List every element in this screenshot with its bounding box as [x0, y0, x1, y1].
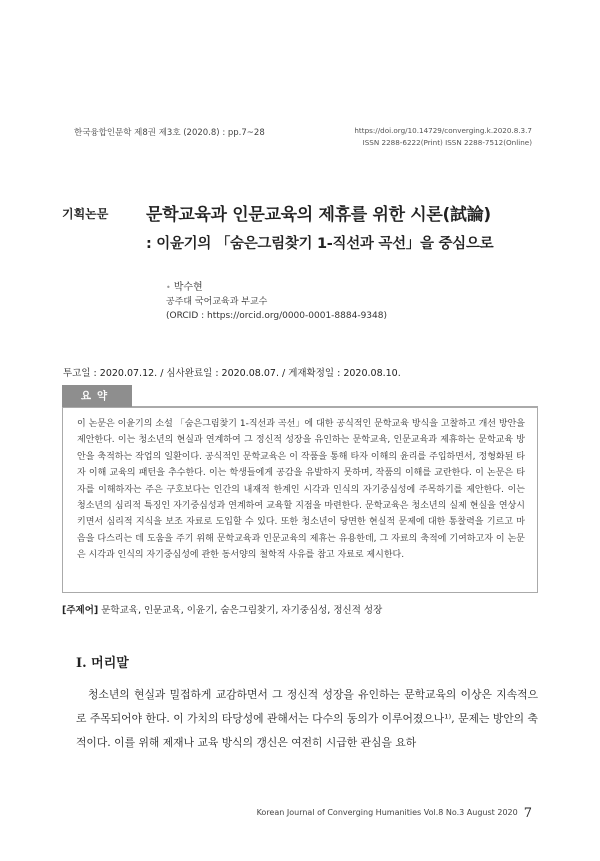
author-affiliation: 공주대 국어교육과 부교수	[166, 297, 268, 307]
bullet-icon: •	[166, 283, 171, 292]
author-orcid[interactable]: (ORCID : https://orcid.org/0000-0001-8884-9348)	[166, 311, 387, 321]
submission-dates: 투고일 : 2020.07.12. / 심사완료일 : 2020.08.07. / 게재확정일 : 2020.08.10.	[63, 368, 401, 379]
article-title: 문학교육과 인문교육의 제휴를 위한 시론(試論)	[146, 205, 491, 225]
page-number: 7	[523, 806, 532, 821]
abstract-text: 이 논문은 이윤기의 소설 「숨은그림찾기 1-직선과 곡선」에 대한 공식적인 문학교육 방식을 고찰하고 개선 방안을 제안한다. 이는 청소년의 현실과 연계하여 그 정신적 성장을 유인하는 문학교육, 인문교육과 제휴하는 문학교육 방안을 축적하는 작업의 일환이다. 공식적인 문학교육은 이 작품을 통해 타자 이해의 윤리를 주입하면서, 정형화된 타자 이해 교육의 패턴을 추수한다. 이는 학생들에게 공감을 유발하지 못하며, 작품의 이해를 교란한다. 이 논문은 타자를 이해하자는 주은 구호보다는 인간의 내재적 한계인 시각과 인식의 자기중심성에 주목하기를 제안한다. 이는 청소년의 심리적 특징인 자기중심성과 연계하여 교육할 지점을 마련한다. 문학교육은 청소년의 실제 현실을 연상시키면서 심리적 지식을 보조 자료로 도입할 수 있다. 또한 청소년이 당면한 현실적 문제에 대한 통찰력을 기르고 마음을 다스리는 데 도움을 주기 위해 문학교육과 인문교육의 제휴는 유용한데, 그 자료의 축적에 기여하고자 이 논문은 시각과 인식의 자기중심성에 관한 동서양의 철학적 사유를 참고 자료로 제시한다.	[77, 419, 525, 561]
article-category: 기획논문	[62, 207, 109, 221]
issn-text: ISSN 2288-6222(Print) ISSN 2288-7512(Online)	[362, 138, 532, 147]
doi-issn-block	[354, 125, 532, 149]
author-name: 박수현	[173, 282, 203, 293]
article-subtitle: : 이윤기의 「숨은그림찾기 1-직선과 곡선」을 중심으로	[146, 236, 494, 252]
keywords-text: 문학교육, 인문교육, 이윤기, 숨은그림찾기, 자기중심성, 정신적 성장	[101, 605, 383, 616]
doi-link[interactable]: https://doi.org/10.14729/converging.k.2020.8.3.7	[354, 126, 532, 135]
footer-journal: Korean Journal of Converging Humanities Vol.8 No.3 August 2020	[256, 808, 518, 817]
body-paragraph: 청소년의 현실과 밀접하게 교감하면서 그 정신적 성장을 유인하는 문학교육의 이상은 지속적으로 주목되어야 한다. 이 가치의 타당성에 관해서는 다수의 동의가 이루어졌으나¹⁾, 문제는 방안의 축적이다. 이를 위해 제재나 교육 방식의 갱신은 여전히 시급한 관심을 요하	[76, 688, 538, 750]
author-block	[166, 281, 387, 323]
keywords	[62, 602, 382, 616]
section-heading: Ⅰ. 머리말	[76, 656, 129, 671]
body-text	[76, 683, 538, 756]
abstract-box	[62, 407, 538, 593]
abstract-label: 요약	[62, 385, 132, 407]
journal-info: 한국융합인문학 제8권 제3호 (2020.8) : pp.7~28	[74, 128, 265, 138]
page-footer	[257, 806, 532, 821]
keywords-label: [주제어]	[62, 605, 99, 616]
